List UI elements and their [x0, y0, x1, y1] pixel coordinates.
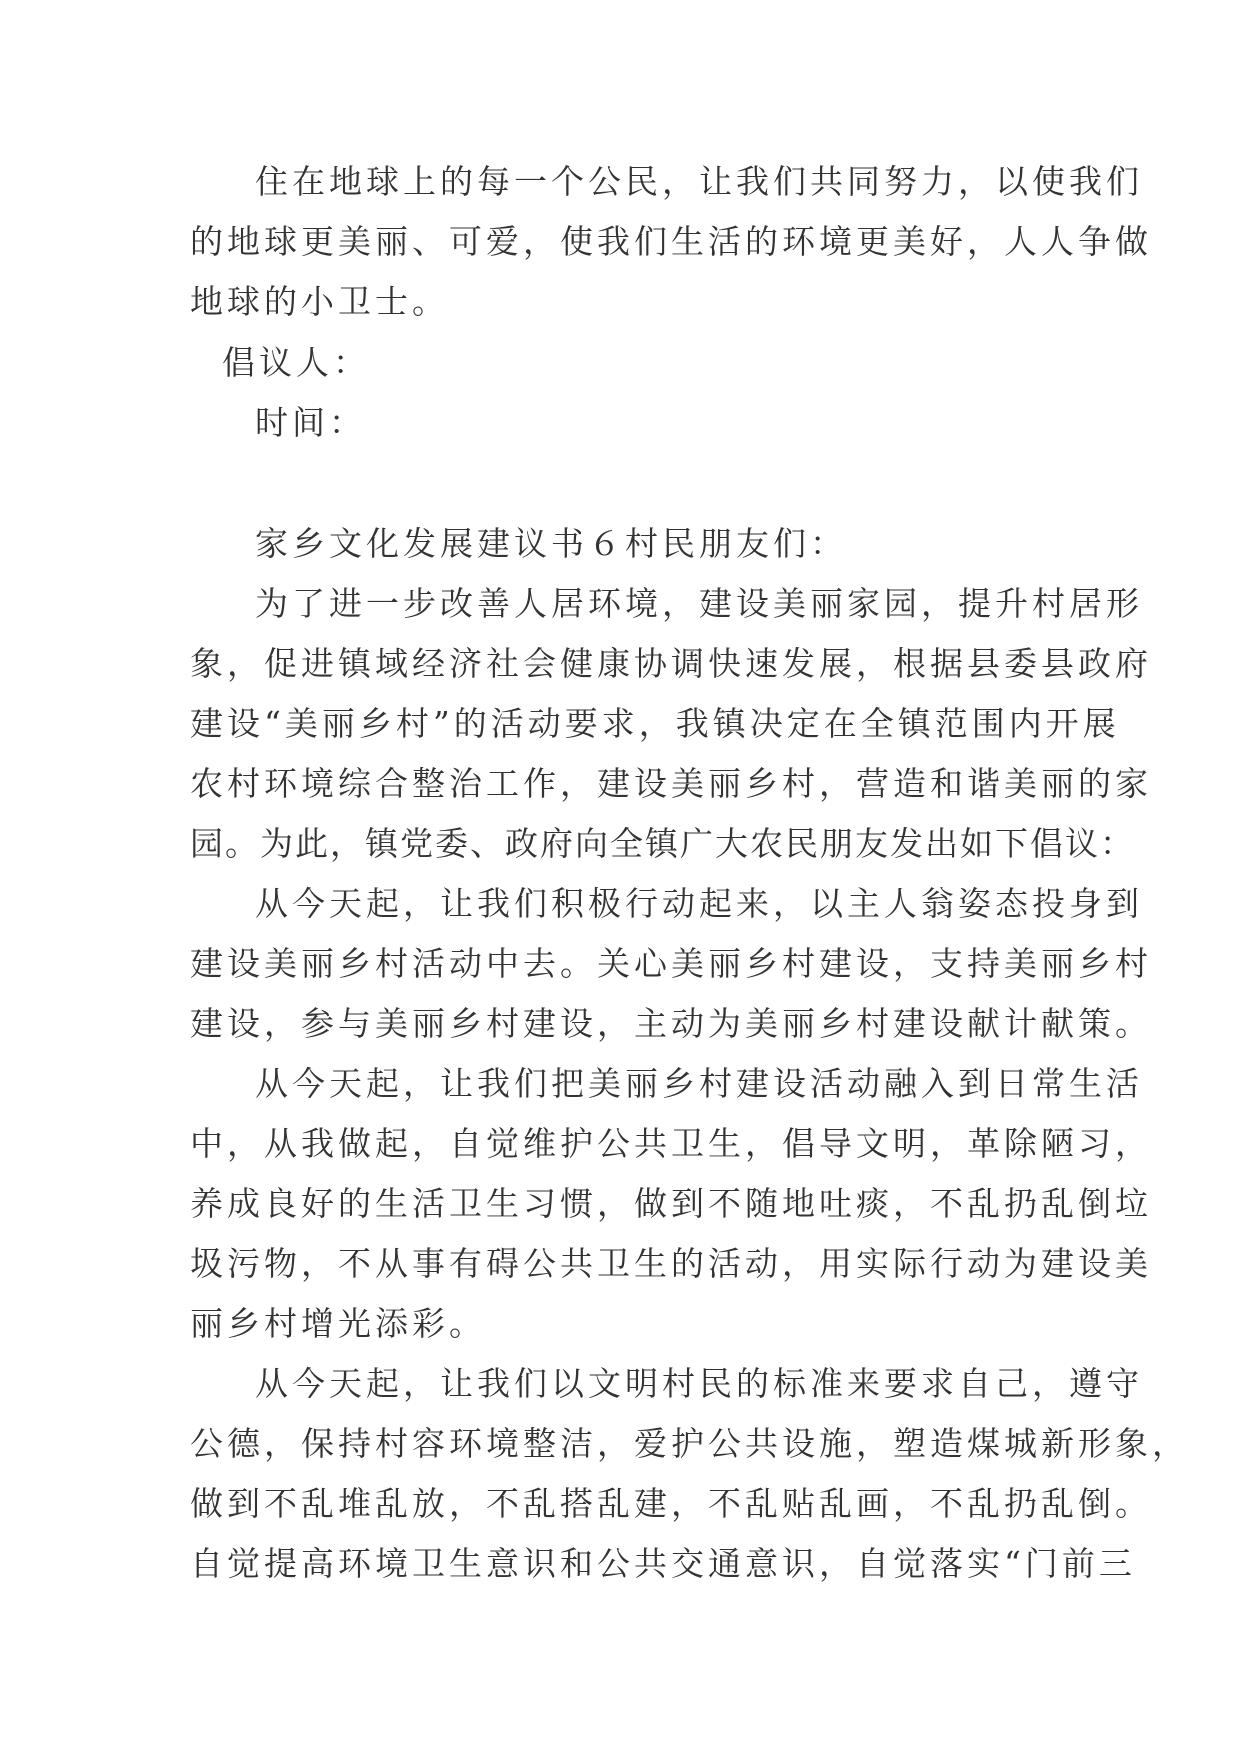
- paragraph-line: 从今天起，让我们把美丽乡村建设活动融入到日常生活: [255, 1064, 1143, 1103]
- paragraph-line: 从今天起，让我们以文明村民的标准来要求自己，遵守: [255, 1364, 1143, 1403]
- paragraph-line: 自觉提高环境卫生意识和公共交通意识，自觉落实“门前三: [190, 1544, 1136, 1583]
- paragraph-line: 农村环境综合整治工作，建设美丽乡村，营造和谐美丽的家: [190, 764, 1152, 803]
- paragraph-line: 象，促进镇域经济社会健康协调快速发展，根据县委县政府: [190, 644, 1152, 683]
- paragraph-line: 为了进一步改善人居环境，建设美丽家园，提升村居形: [255, 584, 1143, 623]
- paragraph-line: 建设美丽乡村活动中去。关心美丽乡村建设，支持美丽乡村: [190, 944, 1152, 983]
- paragraph-line: 地球的小卫士。: [190, 282, 449, 321]
- paragraph-line: 中，从我做起，自觉维护公共卫生，倡导文明，革除陋习，: [190, 1124, 1152, 1163]
- paragraph-line: 的地球更美丽、可爱，使我们生活的环境更美好，人人争做: [190, 222, 1152, 261]
- paragraph-line: 建设，参与美丽乡村建设，主动为美丽乡村建设献计献策。: [190, 1004, 1152, 1043]
- paragraph-line: 丽乡村增光添彩。: [190, 1304, 486, 1343]
- date-label: 时间：: [255, 403, 366, 442]
- paragraph-line: 圾污物，不从事有碍公共卫生的活动，用实际行动为建设美: [190, 1244, 1152, 1283]
- paragraph-line: 园。为此，镇党委、政府向全镇广大农民朋友发出如下倡议：: [190, 824, 1135, 863]
- paragraph-line: 建设“美丽乡村”的活动要求，我镇决定在全镇范围内开展: [190, 704, 1120, 743]
- paragraph-line: 住在地球上的每一个公民，让我们共同努力，以使我们: [255, 162, 1143, 201]
- paragraph-line: 从今天起，让我们积极行动起来，以主人翁姿态投身到: [255, 884, 1143, 923]
- document-title: 家乡文化发展建议书６村民朋友们：: [255, 524, 847, 563]
- signature-label: 倡议人：: [222, 343, 370, 382]
- paragraph-line: 公德，保持村容环境整洁，爱护公共设施，塑造煤城新形象，: [190, 1424, 1189, 1463]
- paragraph-line: 做到不乱堆乱放，不乱搭乱建，不乱贴乱画，不乱扔乱倒。: [190, 1484, 1152, 1523]
- paragraph-line: 养成良好的生活卫生习惯，做到不随地吐痰，不乱扔乱倒垃: [190, 1184, 1152, 1223]
